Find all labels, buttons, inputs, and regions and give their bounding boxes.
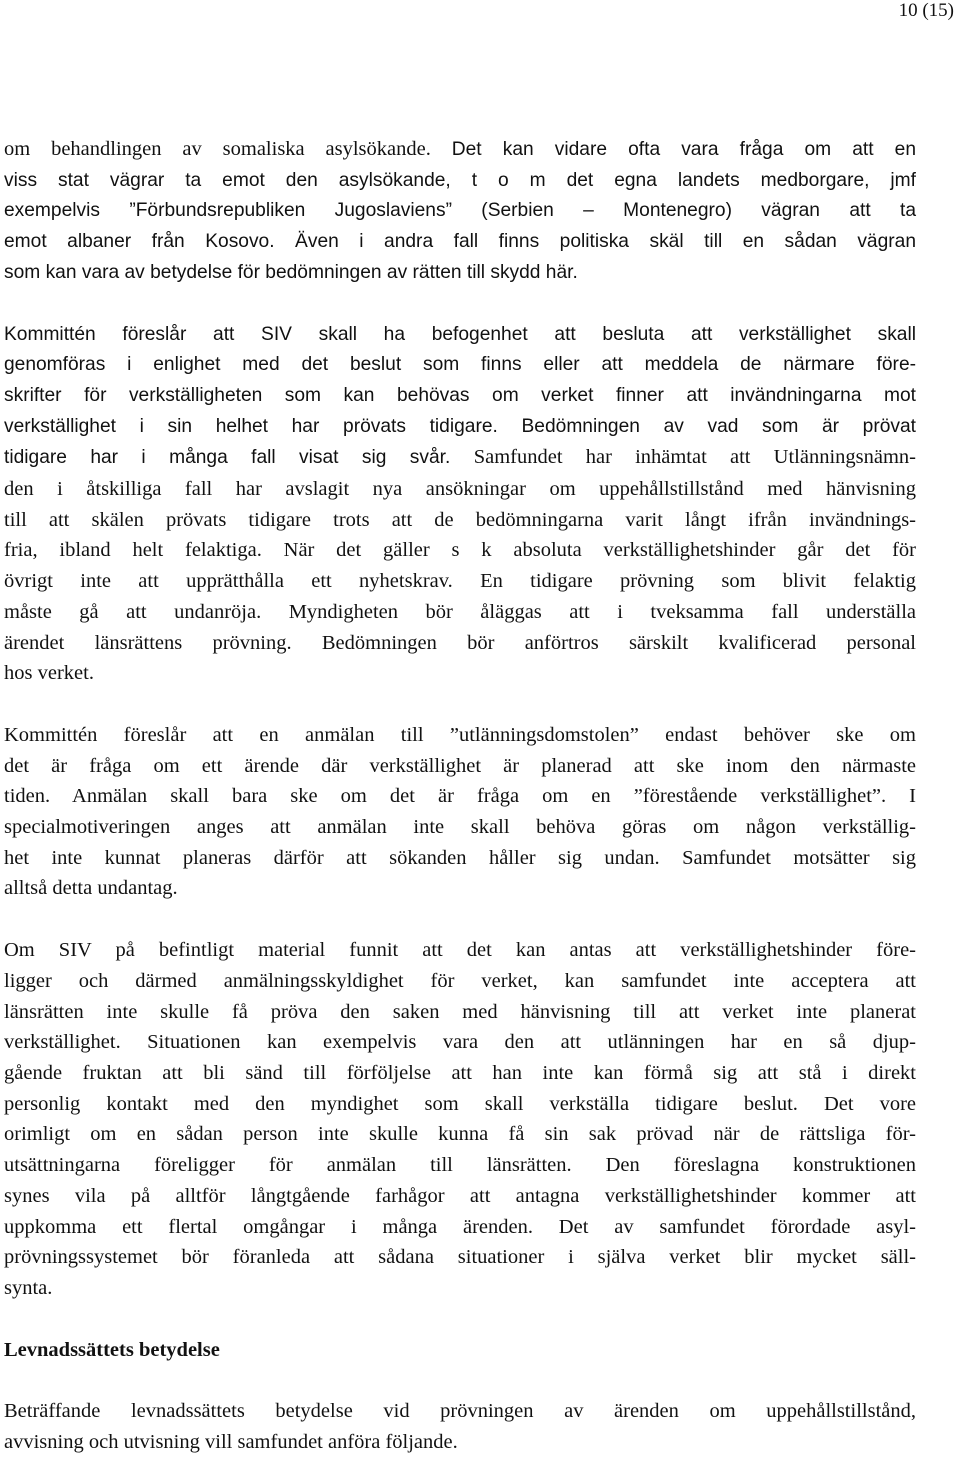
paragraph-line: övrigt inte att upprätthålla ett nyhetskrav. En tidigare prövning som blivit felaktig (4, 570, 916, 593)
paragraph-line: utsättningarna föreligger för anmälan till länsrätten. Den föreslagna konstruktionen (4, 1154, 916, 1177)
paragraph-line: prövningssystemet bör föranleda att sådana situationer i själva verket blir mycket säll- (4, 1246, 916, 1269)
text-segment-serif: om behandlingen av somaliska asylsökande. (4, 138, 452, 160)
paragraph-line: orimligt om en sådan person inte skulle kunna få sin sak prövad när de rättsliga för- (4, 1123, 916, 1146)
paragraph-line: den i åtskilliga fall har avslagit nya ansökningar om uppehållstillstånd med hänvisning (4, 478, 916, 501)
paragraph-1 (4, 134, 916, 289)
paragraph-line: till att skälen prövats tidigare trots att de bedömningarna varit långt ifrån invändnings- (4, 508, 916, 531)
page-number: 10 (15) (898, 0, 954, 21)
paragraph-line: fria, ibland helt felaktiga. När det gäller s k absoluta verkställighetshinder går det för (4, 539, 916, 562)
paragraph-line: personlig kontakt med den myndighet som skall verkställa tidigare beslut. Det vore (4, 1092, 916, 1115)
paragraph-line: Kommittén föreslår att en anmälan till ”utlänningsdomstolen” endast behöver ske om (4, 723, 916, 746)
paragraph-line: uppkomma ett flertal omgångar i många ärenden. Det av samfundet förordade asyl- (4, 1215, 916, 1238)
paragraph-line: genomföras i enlighet med det beslut som finns eller att meddela de närmare före- (4, 354, 916, 376)
paragraph-line: skrifter för verkställigheten som kan behövas om verket finner att invändningarna mot (4, 384, 916, 406)
paragraph-line: som kan vara av betydelse för bedömningen av rätten till skydd här. (4, 261, 578, 283)
paragraph-gap (4, 1304, 916, 1335)
paragraph-line: verkställighet. Situationen kan exempelvis vara den att utlänningen har en så djup- (4, 1031, 916, 1054)
paragraph-gap (4, 904, 916, 935)
paragraph-line: Kommittén föreslår att SIV skall ha befogenhet att besluta att verkställighet skall (4, 323, 916, 345)
paragraph-gap (4, 1365, 916, 1396)
paragraph-gap (4, 689, 916, 720)
paragraph-line: ligger och därmed anmälningsskyldighet för verket, kan samfundet inte acceptera att (4, 969, 916, 992)
text-segment-serif: Samfundet har inhämtat att Utlänningsnämn- (473, 446, 916, 469)
text-segment-sans: Det kan vidare ofta vara fråga om att en (451, 139, 916, 160)
paragraph-line: synes vila på alltför långtgående farhågor att antagna verkställighetshinder kommer att (4, 1184, 916, 1207)
paragraph-line: specialmotiveringen anges att anmälan inte skall behöva göras om någon verkställig- (4, 816, 916, 839)
paragraph-4 (4, 935, 916, 1303)
text-segment-sans: tidigare har i många fall visat sig svår. (4, 447, 474, 469)
section-heading: Levnadssättets betydelse (4, 1338, 220, 1361)
paragraph-line: verkställighet i sin helhet har prövats tidigare. Bedömningen av vad som är prövat (4, 415, 916, 437)
paragraph-2 (4, 320, 916, 689)
document-body (4, 134, 916, 1458)
paragraph-line: viss stat vägrar ta emot den asylsökande, t o m det egna landets medborgare, jmf (4, 169, 916, 191)
paragraph-line: ärendet länsrättens prövning. Bedömningen bör anförtros särskilt kvalificerad personal (4, 631, 916, 654)
paragraph-line: synta. (4, 1276, 53, 1299)
paragraph-line (4, 442, 916, 474)
paragraph-line: alltså detta undantag. (4, 877, 178, 900)
paragraph-line (4, 134, 916, 166)
paragraph-line: länsrätten inte skulle få pröva den saken med hänvisning till att verket inte planerat (4, 1000, 916, 1023)
paragraph-line: måste gå att undanröja. Myndigheten bör åläggas att i tveksamma fall underställa (4, 600, 916, 623)
paragraph-line: tiden. Anmälan skall bara ske om det är fråga om en ”förestående verkställighet”. I (4, 785, 916, 808)
paragraph-line: hos verket. (4, 662, 94, 685)
section-paragraph (4, 1396, 916, 1457)
paragraph-gap (4, 289, 916, 320)
paragraph-line: avvisning och utvisning vill samfundet anföra följande. (4, 1431, 458, 1454)
paragraph-line: Beträffande levnadssättets betydelse vid prövningen av ärenden om uppehållstillstånd, (4, 1400, 916, 1423)
paragraph-line: het inte kunnat planeras därför att sökanden håller sig undan. Samfundet motsätter sig (4, 846, 916, 869)
paragraph-3 (4, 720, 916, 904)
paragraph-line: det är fråga om ett ärende där verkställighet är planerad att ske inom den närmaste (4, 754, 916, 777)
paragraph-line: Om SIV på befintligt material funnit att det kan antas att verkställighetshinder före- (4, 939, 916, 962)
paragraph-line: emot albaner från Kosovo. Även i andra fall finns politiska skäl till en sådan vägran (4, 231, 916, 253)
paragraph-line: gående fruktan att bli sänd till förföljelse att han inte kan förmå sig att stå i direkt (4, 1061, 916, 1084)
paragraph-line: exempelvis ”Förbundsrepubliken Jugoslaviens” (Serbien – Montenegro) vägran att ta (4, 200, 916, 222)
